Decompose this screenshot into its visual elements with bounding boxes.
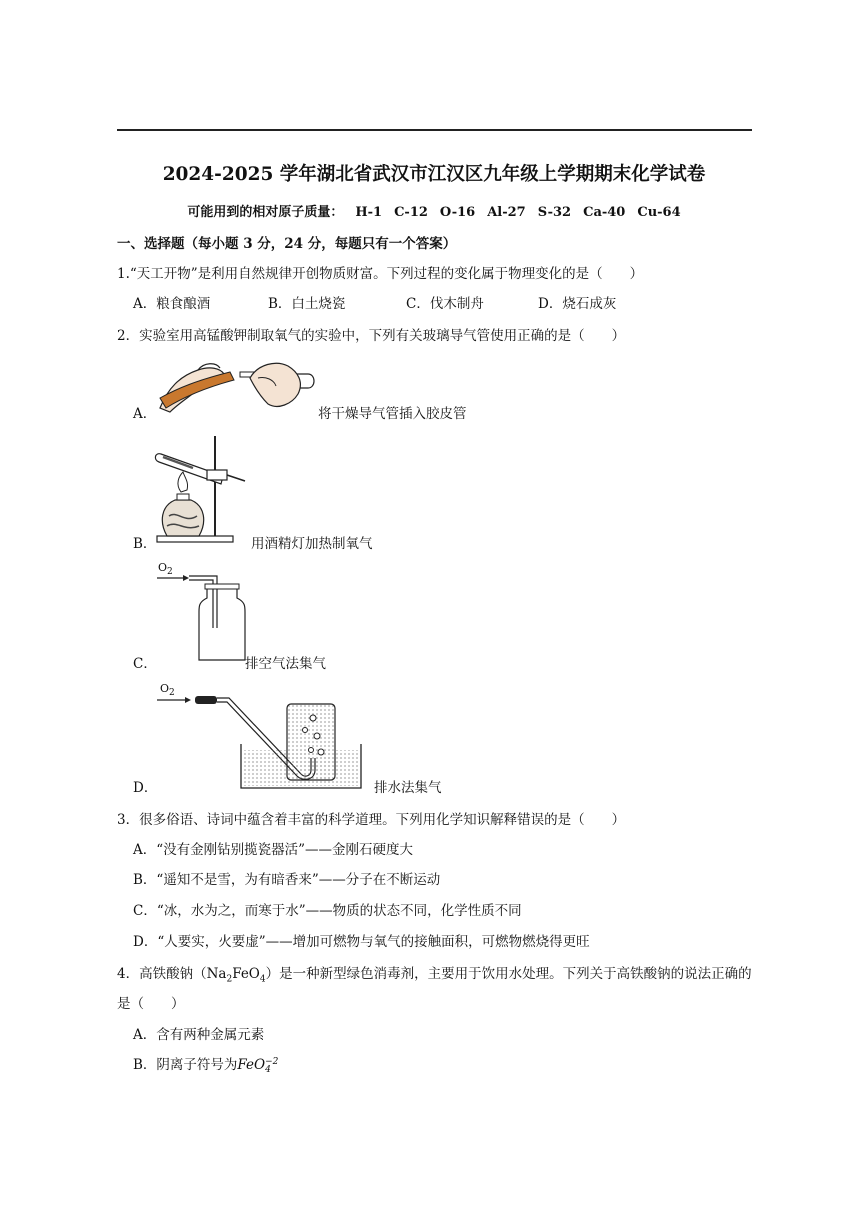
- q4-stem-continued: 是（ ）: [117, 996, 185, 1012]
- q3-option-a: A．“没有金刚钻别揽瓷器活”——金刚石硬度大: [133, 842, 414, 858]
- q4-stem: 4．高铁酸钠$(Na_2FeO_4)$是一种新型绿色消毒剂，主要用于饮用水处理。下列关于高铁酸钠的说法正确的: [117, 966, 752, 985]
- mass-c: C-12: [394, 205, 428, 220]
- q1-option-b: B．白土烧瓷: [268, 296, 346, 312]
- mass-al: Al-27: [487, 205, 526, 220]
- q2-option-b-caption: 用酒精灯加热制氧气: [251, 536, 373, 552]
- q2-option-d-label: D．: [133, 780, 158, 796]
- q2-option-c-gas-label: $O_2$: [158, 561, 173, 578]
- q2-option-d-caption: 排水法集气: [374, 780, 442, 796]
- q1-option-c: C．伐木制舟: [406, 296, 484, 312]
- q1-option-d: D．烧石成灰: [538, 296, 617, 312]
- q2-option-b-label: B．: [133, 536, 157, 552]
- mass-cu: Cu-64: [637, 205, 681, 220]
- mass-h: H-1: [355, 205, 383, 220]
- q3-stem: 3．很多俗语、诗词中蕴含着丰富的科学道理。下列用化学知识解释错误的是（ ）: [117, 812, 626, 828]
- q4-option-a: A．含有两种金属元素: [133, 1027, 265, 1043]
- q3-option-d: D．“人要实，火要虚”——增加可燃物与氧气的接触面积，可燃物燃烧得更旺: [133, 934, 590, 950]
- mass-s: S-32: [537, 205, 572, 220]
- q4-option-b: B．阴离子符号为FeO −2 4: [133, 1056, 279, 1075]
- q2-option-d-gas-label: $O_2$: [160, 682, 175, 699]
- page-title: 2024-2025 学年湖北省武汉市江汉区九年级上学期期末化学试卷: [162, 164, 706, 185]
- q3-option-c: C．“冰，水为之，而寒于水”——物质的状态不同，化学性质不同: [133, 903, 522, 919]
- heating-test-tube-figure: [153, 432, 253, 546]
- hands-inserting-tube-figure: [158, 358, 318, 414]
- mass-o: O-16: [439, 205, 476, 220]
- q2-stem: 2．实验室用高锰酸钾制取氧气的实验中，下列有关玻璃导气管使用正确的是（ ）: [117, 328, 626, 344]
- mass-ca: Ca-40: [583, 205, 626, 220]
- section-heading: 一、选择题（每小题 3 分，24 分，每题只有一个答案）: [117, 236, 457, 252]
- q2-option-a-caption: 将干燥导气管插入胶皮管: [318, 406, 467, 422]
- water-displacement-figure: [155, 688, 375, 792]
- q1-option-a: A．粮食酿酒: [133, 296, 211, 312]
- q1-stem: 1.“天工开物”是利用自然规律开创物质财富。下列过程的变化属于物理变化的是（ ）: [117, 266, 644, 282]
- header-rule: [117, 129, 752, 131]
- atomic-masses-line: [0, 201, 868, 220]
- masses-label: 可能用到的相对原子质量：: [187, 205, 344, 220]
- air-displacement-figure: [155, 568, 255, 668]
- q2-option-c-caption: 排空气法集气: [245, 656, 326, 672]
- q2-option-c-label: C．: [133, 656, 157, 672]
- q2-option-a-label: A．: [133, 406, 157, 422]
- q3-option-b: B．“遥知不是雪，为有暗香来”——分子在不断运动: [133, 872, 441, 888]
